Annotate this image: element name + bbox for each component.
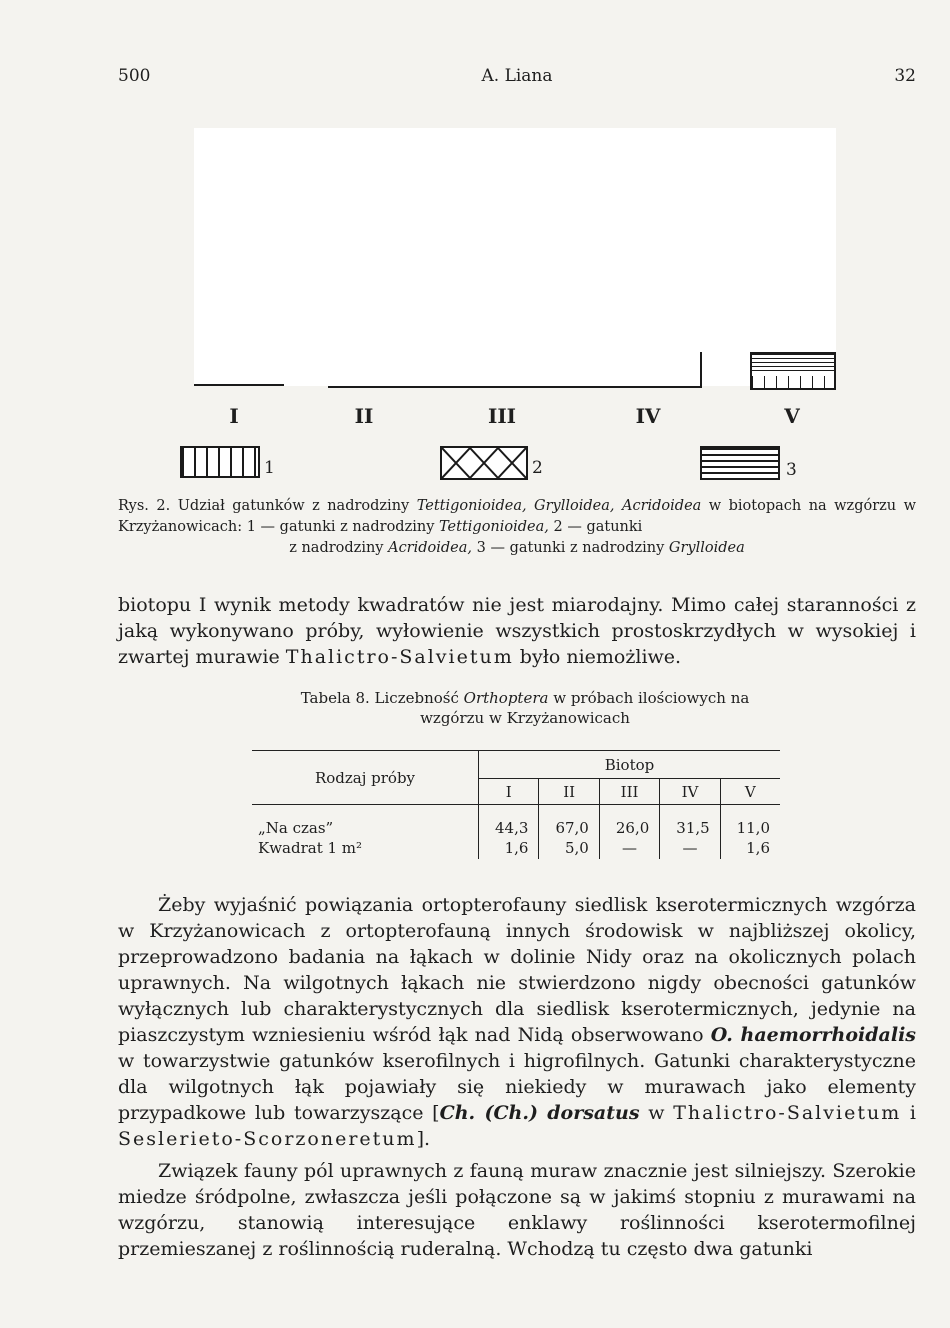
table-caption xyxy=(240,688,810,728)
table-col-header: III xyxy=(599,779,659,805)
caption-taxa: Acridoidea, xyxy=(388,540,473,556)
row-label: „Na czas” xyxy=(258,818,334,837)
table-caption-text: wzgórzu w Krzyżanowicach xyxy=(420,709,630,727)
association-name: Seslerieto-Scorzoneretum xyxy=(118,1128,417,1150)
table-col-header: V xyxy=(720,779,780,805)
table-col-header: IV xyxy=(660,779,720,805)
biotope-label: II xyxy=(354,404,374,428)
association-name: Thalictro-Salvietum xyxy=(673,1102,902,1124)
legend-number: 2 xyxy=(532,458,543,478)
table-cell: 26,0 xyxy=(599,805,659,837)
biotope-label: IV xyxy=(635,404,661,428)
paragraph-text: Związek fauny pól uprawnych z fauną muraw znacznie jest silniejszy. Szerokie miedze śródpolne, zwłaszcza jeśli połączone są w jakimś stopniu z murawami na wzgórzu, stanowią interesujące enklawy roślinności kserotermofilnej przemieszanej z roślinnością ruderalną. Wchodzą tu często dwa gatunki xyxy=(118,1160,916,1260)
body-paragraph xyxy=(118,1158,916,1262)
caption-taxa: Tettigonioidea, Grylloidea, Acridoidea xyxy=(416,498,702,514)
body-paragraph xyxy=(118,592,916,670)
table-caption-text: w próbach ilościowych na xyxy=(548,689,750,707)
caption-label: Rys. 2. xyxy=(118,498,171,514)
figure-bar-v xyxy=(750,352,836,390)
table-caption-text: Tabela 8. Liczebność xyxy=(300,689,464,707)
paragraph-text: w xyxy=(639,1102,674,1124)
biotope-label: I xyxy=(229,404,239,428)
page-number: 500 xyxy=(118,66,151,86)
figure-caption xyxy=(118,496,916,559)
figure-bar-edge xyxy=(700,352,702,388)
bar-grylloidea-segment xyxy=(752,354,834,374)
figure-baseline-segment xyxy=(194,384,284,386)
species-name: O. haemorrhoidalis xyxy=(710,1024,916,1046)
table-caption-taxon: Orthoptera xyxy=(463,689,549,707)
caption-text: 2 — gatunki xyxy=(548,519,643,535)
biotope-label: III xyxy=(487,404,517,428)
paragraph-text: w towarzystwie gatunków kserofilnych i higrofilnych. Gatunki charakterystyczne dla wilgotnych łąk pojawiały się niekiedy w murawach jako elementy przypadkowe lub towarzyszące [ xyxy=(118,1050,916,1124)
figure-baseline-segment xyxy=(328,386,702,388)
table-row xyxy=(252,805,780,837)
legend-number: 3 xyxy=(786,460,797,480)
table-row xyxy=(252,837,780,859)
table-cell: — xyxy=(599,837,659,859)
caption-text: w biotopach na wzgórzu w Krzyżanowicach: 1 — gatunki z nadrodziny xyxy=(118,498,916,535)
running-author: A. Liana xyxy=(481,66,553,86)
legend-swatch-horizontal-lines xyxy=(700,446,780,480)
table-cell: 5,0 xyxy=(539,837,599,859)
data-table xyxy=(252,750,780,859)
legend-swatch-crosshatch xyxy=(440,446,528,480)
table-header-rodzaj: Rodzaj próby xyxy=(252,751,479,805)
paragraph-text: ]. xyxy=(416,1128,431,1150)
caption-text: 3 — gatunki z nadrodziny xyxy=(472,540,669,556)
row-label: Kwadrat 1 m² xyxy=(258,838,363,857)
legend-swatch-vertical-lines xyxy=(180,446,260,478)
table-header-biotop: Biotop xyxy=(479,751,781,779)
crosshatch-pattern xyxy=(442,448,526,478)
table-cell: 1,6 xyxy=(720,837,780,859)
paragraph-text: było niemożliwe. xyxy=(513,646,682,668)
caption-taxa: Grylloidea xyxy=(668,540,745,556)
species-name: Ch. (Ch.) dorsatus xyxy=(439,1102,640,1124)
page-header xyxy=(118,66,916,96)
table-cell: 44,3 xyxy=(479,805,539,837)
paragraph-text: biotopu I wynik metody kwadratów nie jest miarodajny. Mimo całej staranności z jaką wykonywano próby, wyłowienie wszystkich prostoskrzydłych w wysokiej i zwartej murawie xyxy=(118,594,916,668)
paragraph-text: i xyxy=(901,1102,917,1124)
table-cell: 1,6 xyxy=(479,837,539,859)
table-cell: 11,0 xyxy=(720,805,780,837)
paragraph-text: Żeby wyjaśnić powiązania ortopterofauny siedlisk kserotermicznych wzgórza w Krzyżanowicach z ortopterofauną innych środowisk w najbliższej okolicy, przeprowadzono badania na łąkach w dolinie Nidy oraz na okolicznych polach uprawnych. Na wilgotnych łąkach nie stwierdzono nigdy obecności gatunków wyłącznych lub charakterystycznych dla siedlisk kserotermicznych, jedynie na piaszczystym wzniesieniu wśród łąk nad Nidą obserwowano xyxy=(118,894,916,1046)
table-cell: 31,5 xyxy=(660,805,720,837)
caption-text: z nadrodziny xyxy=(289,540,389,556)
association-name: Thalictro-Salvietum xyxy=(285,646,514,668)
table-cell: 67,0 xyxy=(539,805,599,837)
caption-text: Udział gatunków z nadrodziny xyxy=(177,498,417,514)
table-cell: — xyxy=(660,837,720,859)
bar-tettigonioidea-segment xyxy=(752,376,834,388)
biotope-label: V xyxy=(784,404,800,428)
table-col-header: I xyxy=(479,779,539,805)
caption-taxa: Tettigonioidea, xyxy=(439,519,549,535)
body-paragraph xyxy=(118,892,916,1152)
table-col-header: II xyxy=(539,779,599,805)
running-section-number: 32 xyxy=(894,66,916,86)
legend-number: 1 xyxy=(264,458,275,478)
figure-redacted-area xyxy=(194,128,836,386)
